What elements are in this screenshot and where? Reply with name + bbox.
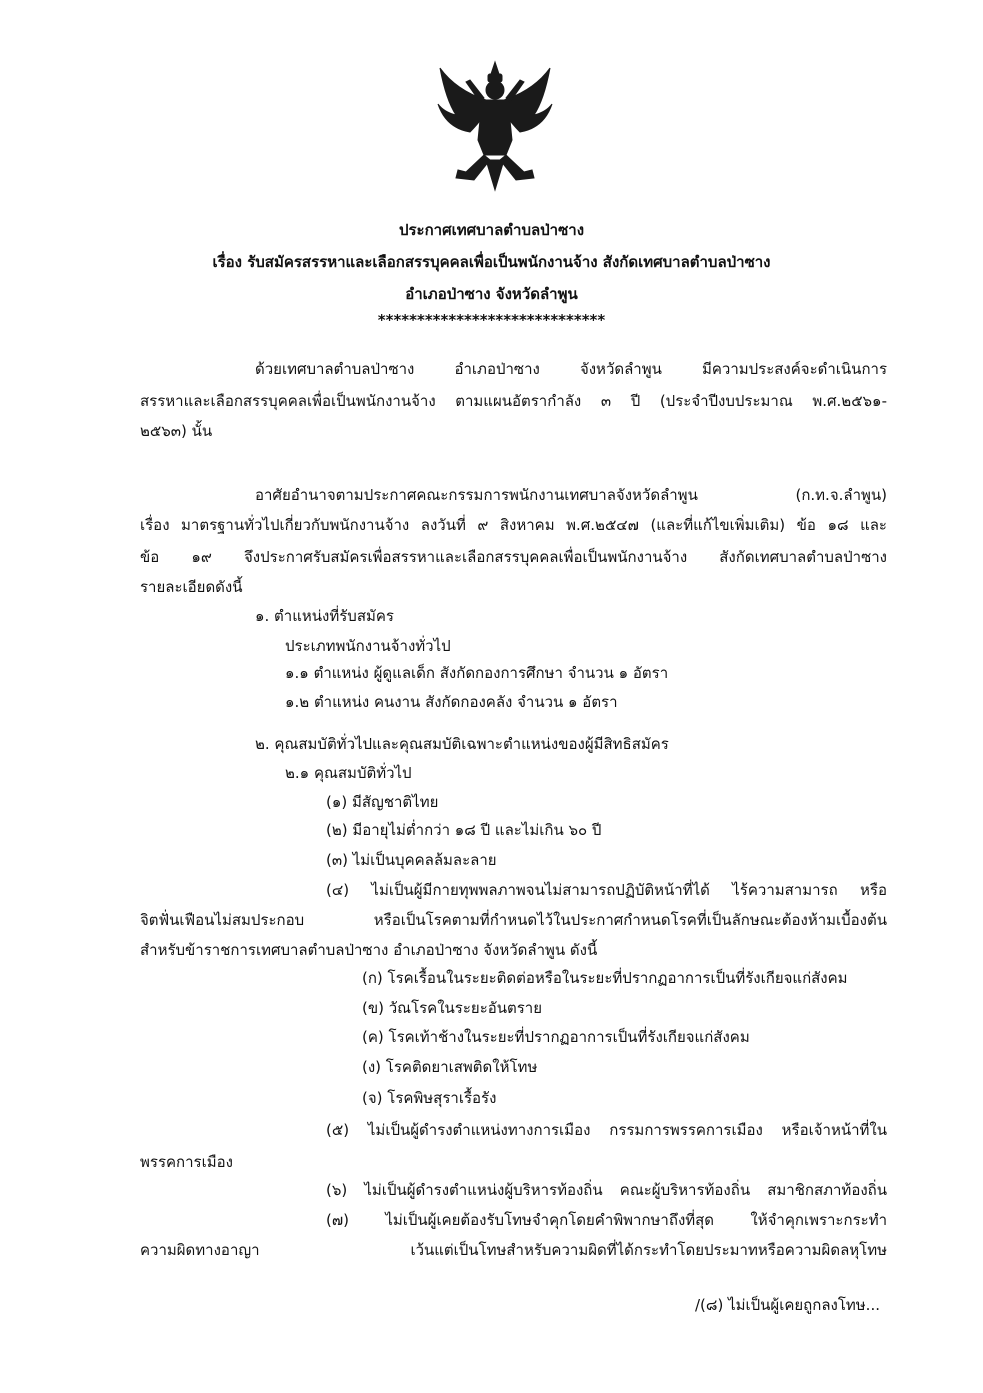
continuation-note: /(๘) ไม่เป็นผู้เคยถูกลงโทษ... xyxy=(695,1296,880,1314)
paragraph-line: สรรหาและเลือกสรรบุคคลเพื่อเป็นพนักงานจ้าง ตามแผนอัตรากำลัง ๓ ปี (ประจำปีงบประมาณ พ.ศ.๒๕๖๑- xyxy=(140,392,887,410)
disease-item: (จ) โรคพิษสุราเรื้อรัง xyxy=(362,1089,497,1107)
paragraph-line: อาศัยอำนาจตามประกาศคณะกรรมการพนักงานเทศบาลจังหวัดลำพูน (ก.ท.จ.ลำพูน) xyxy=(255,486,887,504)
qualification-item: (๕) ไม่เป็นผู้ดำรงตำแหน่งทางการเมือง กรรมการพรรคการเมือง หรือเจ้าหน้าที่ใน xyxy=(326,1121,887,1139)
position-item: ๑.๑ ตำแหน่ง ผู้ดูแลเด็ก สังกัดกองการศึกษา จำนวน ๑ อัตรา xyxy=(285,664,669,682)
document-location: อำเภอป่าซาง จังหวัดลำพูน xyxy=(405,285,578,303)
qualification-item: (๔) ไม่เป็นผู้มีกายทุพพลภาพจนไม่สามารถปฏิบัติหน้าที่ได้ ไร้ความสามารถ หรือ xyxy=(326,881,887,899)
qualification-item-cont: ความผิดทางอาญา เว้นแต่เป็นโทษสำหรับความผิดที่ได้กระทำโดยประมาทหรือความผิดลหุโทษ xyxy=(140,1241,887,1259)
paragraph-line: รายละเอียดดังนี้ xyxy=(140,578,243,596)
qualification-item: (๓) ไม่เป็นบุคคลล้มละลาย xyxy=(326,851,497,869)
garuda-emblem-icon xyxy=(436,60,554,192)
qualification-item-cont: จิตฟั่นเฟือนไม่สมประกอบ หรือเป็นโรคตามที่กำหนดไว้ในประกาศกำหนดโรคที่เป็นลักษณะต้องห้ามเบื้องต้น xyxy=(140,911,887,929)
qualification-item: (๒) มีอายุไม่ต่ำกว่า ๑๘ ปี และไม่เกิน ๖๐ ปี xyxy=(326,821,602,839)
qualification-item-cont: พรรคการเมือง xyxy=(140,1153,233,1171)
document-title: ประกาศเทศบาลตำบลป่าซาง xyxy=(398,221,585,239)
qualification-item: (๑) มีสัญชาติไทย xyxy=(326,793,439,811)
disease-item: (ก) โรคเรื้อนในระยะติดต่อหรือในระยะที่ปรากฏอาการเป็นที่รังเกียจแก่สังคม xyxy=(362,969,848,987)
paragraph-line: เรื่อง มาตรฐานทั่วไปเกี่ยวกับพนักงานจ้าง ลงวันที่ ๙ สิงหาคม พ.ศ.๒๕๔๗ (และที่แก้ไขเพิ่มเติม) ข้อ ๑๘ และ xyxy=(140,516,887,534)
section-1-type: ประเภทพนักงานจ้างทั่วไป xyxy=(285,637,451,655)
position-item: ๑.๒ ตำแหน่ง คนงาน สังกัดกองคลัง จำนวน ๑ อัตรา xyxy=(285,693,618,711)
qualification-item-cont: สำหรับข้าราชการเทศบาลตำบลป่าซาง อำเภอป่าซาง จังหวัดลำพูน ดังนี้ xyxy=(140,941,598,959)
disease-item: (ค) โรคเท้าช้างในระยะที่ปรากฏอาการเป็นที่รังเกียจแก่สังคม xyxy=(362,1028,750,1046)
disease-item: (ข) วัณโรคในระยะอันตราย xyxy=(362,999,543,1017)
section-2-sub: ๒.๑ คุณสมบัติทั่วไป xyxy=(285,764,412,782)
qualification-item: (๖) ไม่เป็นผู้ดำรงตำแหน่งผู้บริหารท้องถิ่น คณะผู้บริหารท้องถิ่น สมาชิกสภาท้องถิ่น xyxy=(326,1181,887,1199)
section-1-heading: ๑. ตำแหน่งที่รับสมัคร xyxy=(255,607,394,625)
paragraph-line: ด้วยเทศบาลตำบลป่าซาง อำเภอป่าซาง จังหวัดลำพูน มีความประสงค์จะดำเนินการ xyxy=(255,360,887,378)
section-2-heading: ๒. คุณสมบัติทั่วไปและคุณสมบัติเฉพาะตำแหน่งของผู้มีสิทธิสมัคร xyxy=(255,735,669,753)
paragraph-line: ๒๕๖๓) นั้น xyxy=(140,422,213,440)
paragraph-line: ข้อ ๑๙ จึงประกาศรับสมัครเพื่อสรรหาและเลือกสรรบุคคลเพื่อเป็นพนักงานจ้าง สังกัดเทศบาลตำบลป่าซาง xyxy=(140,548,887,566)
document-subject: เรื่อง รับสมัครสรรหาและเลือกสรรบุคคลเพื่อเป็นพนักงานจ้าง สังกัดเทศบาลตำบลป่าซาง xyxy=(212,253,771,271)
header-separator: ***************************** xyxy=(377,311,606,329)
qualification-item: (๗) ไม่เป็นผู้เคยต้องรับโทษจำคุกโดยคำพิพากษาถึงที่สุด ให้จำคุกเพราะกระทำ xyxy=(326,1211,887,1229)
disease-item: (ง) โรคติดยาเสพติดให้โทษ xyxy=(362,1058,538,1076)
